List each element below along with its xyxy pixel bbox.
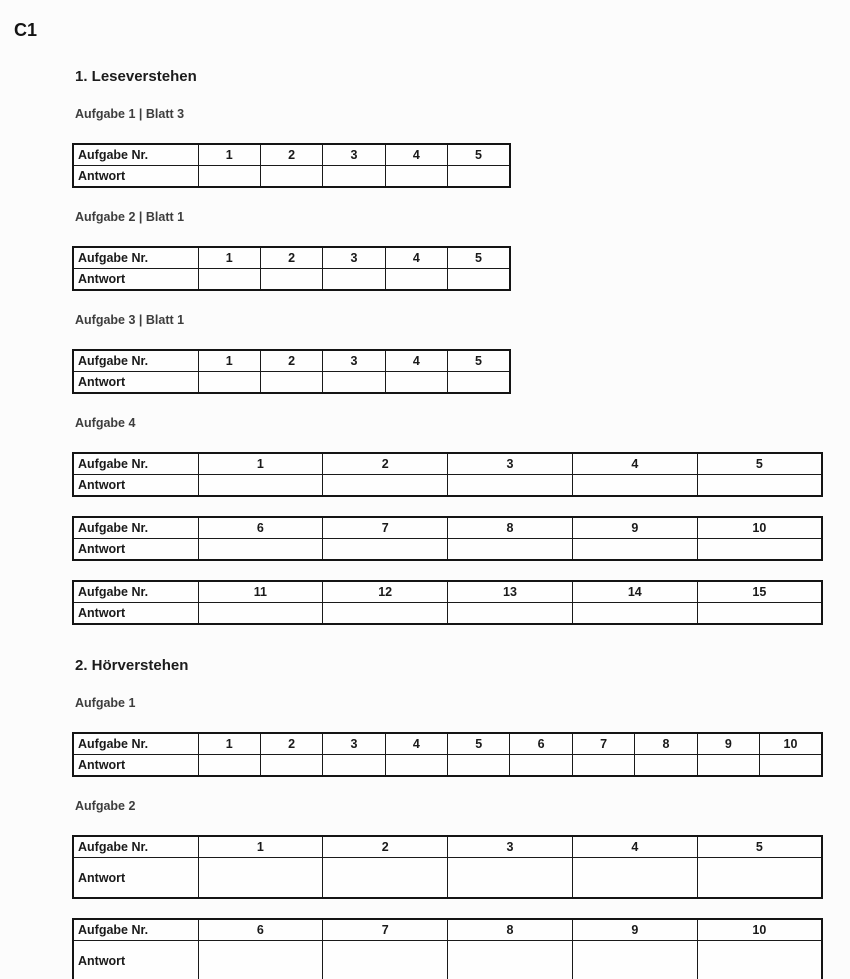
- task-number-cell: 4: [385, 144, 447, 166]
- task-number-cell: 6: [510, 733, 572, 755]
- table-header-row: [73, 350, 510, 372]
- table-header-row: [73, 836, 822, 858]
- task-number-cell: 13: [448, 581, 573, 603]
- answer-cell: [572, 755, 634, 777]
- answer-table: [72, 143, 511, 188]
- task-number-cell: 4: [385, 247, 447, 269]
- task-number-cell: 2: [323, 836, 448, 858]
- table-answer-row: [73, 755, 822, 777]
- answer-cell: [510, 755, 572, 777]
- answer-table: [72, 516, 823, 561]
- task-number-cell: 5: [448, 144, 510, 166]
- section-title-hoerverstehen: 2. Hörverstehen: [75, 656, 189, 674]
- task-number-cell: 5: [448, 733, 510, 755]
- answer-cell: [385, 755, 447, 777]
- task-number-cell: 3: [323, 733, 385, 755]
- answer-label-cell: Antwort: [73, 602, 198, 624]
- task-number-cell: 5: [448, 350, 510, 372]
- answer-cell: [323, 941, 448, 979]
- answer-cell: [572, 538, 697, 560]
- answer-cell: [198, 538, 323, 560]
- answer-table: [72, 918, 823, 979]
- answer-cell: [760, 755, 822, 777]
- answer-cell: [198, 755, 260, 777]
- answer-cell: [198, 268, 260, 290]
- task-heading-lv-3: Aufgabe 3 | Blatt 1: [75, 312, 185, 327]
- header-label-cell: Aufgabe Nr.: [73, 453, 198, 475]
- table-answer-row: [73, 538, 822, 560]
- answer-label-cell: Antwort: [73, 538, 198, 560]
- header-label-cell: Aufgabe Nr.: [73, 247, 198, 269]
- task-number-cell: 3: [323, 247, 385, 269]
- table-answer-row: [73, 858, 822, 899]
- table-answer-row: [73, 165, 510, 187]
- answer-cell: [448, 371, 510, 393]
- answer-table: [72, 349, 511, 394]
- table-answer-row: [73, 371, 510, 393]
- answer-cell: [323, 165, 385, 187]
- answer-cell: [697, 474, 822, 496]
- answer-table: [72, 452, 823, 497]
- table-header-row: [73, 247, 510, 269]
- task-number-cell: 3: [448, 453, 573, 475]
- task-number-cell: 7: [572, 733, 634, 755]
- answer-cell: [323, 538, 448, 560]
- answer-cell: [448, 268, 510, 290]
- task-number-cell: 1: [198, 733, 260, 755]
- task-number-cell: 15: [697, 581, 822, 603]
- answer-table: [72, 580, 823, 625]
- answer-cell: [260, 371, 322, 393]
- answer-cell: [260, 755, 322, 777]
- task-number-cell: 4: [385, 733, 447, 755]
- task-number-cell: 10: [697, 517, 822, 539]
- task-number-cell: 10: [760, 733, 822, 755]
- table-header-row: [73, 919, 822, 941]
- task-number-cell: 1: [198, 247, 260, 269]
- answer-cell: [448, 755, 510, 777]
- answer-label-cell: Antwort: [73, 474, 198, 496]
- answer-cell: [448, 165, 510, 187]
- answer-cell: [697, 755, 759, 777]
- header-label-cell: Aufgabe Nr.: [73, 581, 198, 603]
- task-number-cell: 9: [697, 733, 759, 755]
- answer-cell: [572, 602, 697, 624]
- task-number-cell: 3: [448, 836, 573, 858]
- answer-cell: [448, 858, 573, 899]
- task-number-cell: 4: [572, 453, 697, 475]
- header-label-cell: Aufgabe Nr.: [73, 350, 198, 372]
- header-label-cell: Aufgabe Nr.: [73, 919, 198, 941]
- table-header-row: [73, 453, 822, 475]
- answer-cell: [697, 941, 822, 979]
- task-number-cell: 9: [572, 919, 697, 941]
- answer-cell: [385, 268, 447, 290]
- answer-cell: [198, 858, 323, 899]
- task-number-cell: 2: [323, 453, 448, 475]
- task-number-cell: 5: [697, 453, 822, 475]
- task-number-cell: 6: [198, 919, 323, 941]
- task-heading-lv-2: Aufgabe 2 | Blatt 1: [75, 209, 185, 224]
- task-number-cell: 1: [198, 144, 260, 166]
- task-number-cell: 2: [260, 144, 322, 166]
- answer-label-cell: Antwort: [73, 755, 198, 777]
- answer-cell: [385, 371, 447, 393]
- section-title-leseverstehen: 1. Leseverstehen: [75, 67, 197, 85]
- task-number-cell: 9: [572, 517, 697, 539]
- header-label-cell: Aufgabe Nr.: [73, 144, 198, 166]
- task-number-cell: 1: [198, 453, 323, 475]
- task-number-cell: 3: [323, 144, 385, 166]
- answer-cell: [198, 941, 323, 979]
- task-number-cell: 4: [385, 350, 447, 372]
- task-heading-lv-4: Aufgabe 4: [75, 415, 136, 430]
- task-number-cell: 12: [323, 581, 448, 603]
- table-answer-row: [73, 474, 822, 496]
- task-number-cell: 2: [260, 733, 322, 755]
- answer-cell: [198, 371, 260, 393]
- table-answer-row: [73, 602, 822, 624]
- answer-label-cell: Antwort: [73, 165, 198, 187]
- task-number-cell: 14: [572, 581, 697, 603]
- answer-cell: [260, 268, 322, 290]
- task-number-cell: 2: [260, 247, 322, 269]
- answer-label-cell: Antwort: [73, 371, 198, 393]
- table-header-row: [73, 517, 822, 539]
- task-heading-hv-2: Aufgabe 2: [75, 799, 136, 814]
- header-label-cell: Aufgabe Nr.: [73, 517, 198, 539]
- answer-cell: [323, 371, 385, 393]
- task-number-cell: 1: [198, 350, 260, 372]
- task-number-cell: 7: [323, 517, 448, 539]
- task-number-cell: 11: [198, 581, 323, 603]
- answer-cell: [448, 474, 573, 496]
- table-answer-row: [73, 268, 510, 290]
- answer-table: [72, 835, 823, 899]
- answer-cell: [198, 602, 323, 624]
- header-label-cell: Aufgabe Nr.: [73, 733, 198, 755]
- answer-cell: [635, 755, 697, 777]
- answer-label-cell: Antwort: [73, 268, 198, 290]
- task-heading-lv-1: Aufgabe 1 | Blatt 3: [75, 106, 185, 121]
- table-header-row: [73, 733, 822, 755]
- answer-cell: [260, 165, 322, 187]
- answer-cell: [323, 858, 448, 899]
- answer-cell: [323, 755, 385, 777]
- answer-label-cell: Antwort: [73, 858, 198, 899]
- table-header-row: [73, 581, 822, 603]
- table-header-row: [73, 144, 510, 166]
- task-number-cell: 8: [448, 919, 573, 941]
- task-number-cell: 4: [572, 836, 697, 858]
- answer-cell: [198, 165, 260, 187]
- task-number-cell: 8: [448, 517, 573, 539]
- task-number-cell: 7: [323, 919, 448, 941]
- answer-cell: [448, 941, 573, 979]
- task-number-cell: 6: [198, 517, 323, 539]
- task-number-cell: 1: [198, 836, 323, 858]
- answer-cell: [323, 474, 448, 496]
- task-number-cell: 5: [697, 836, 822, 858]
- answer-cell: [697, 858, 822, 899]
- document-label: C1: [14, 20, 38, 40]
- answer-cell: [448, 602, 573, 624]
- task-number-cell: 2: [260, 350, 322, 372]
- answer-cell: [572, 941, 697, 979]
- task-number-cell: 3: [323, 350, 385, 372]
- answer-table: [72, 246, 511, 291]
- table-answer-row: [73, 941, 822, 979]
- answer-cell: [323, 602, 448, 624]
- answer-cell: [323, 268, 385, 290]
- answer-cell: [385, 165, 447, 187]
- task-heading-hv-1: Aufgabe 1: [75, 696, 136, 711]
- answer-label-cell: Antwort: [73, 941, 198, 979]
- task-number-cell: 8: [635, 733, 697, 755]
- answer-cell: [697, 602, 822, 624]
- answer-cell: [448, 538, 573, 560]
- answer-cell: [697, 538, 822, 560]
- task-number-cell: 5: [448, 247, 510, 269]
- answer-cell: [198, 474, 323, 496]
- answer-table: [72, 732, 823, 777]
- answer-cell: [572, 474, 697, 496]
- task-number-cell: 10: [697, 919, 822, 941]
- header-label-cell: Aufgabe Nr.: [73, 836, 198, 858]
- answer-cell: [572, 858, 697, 899]
